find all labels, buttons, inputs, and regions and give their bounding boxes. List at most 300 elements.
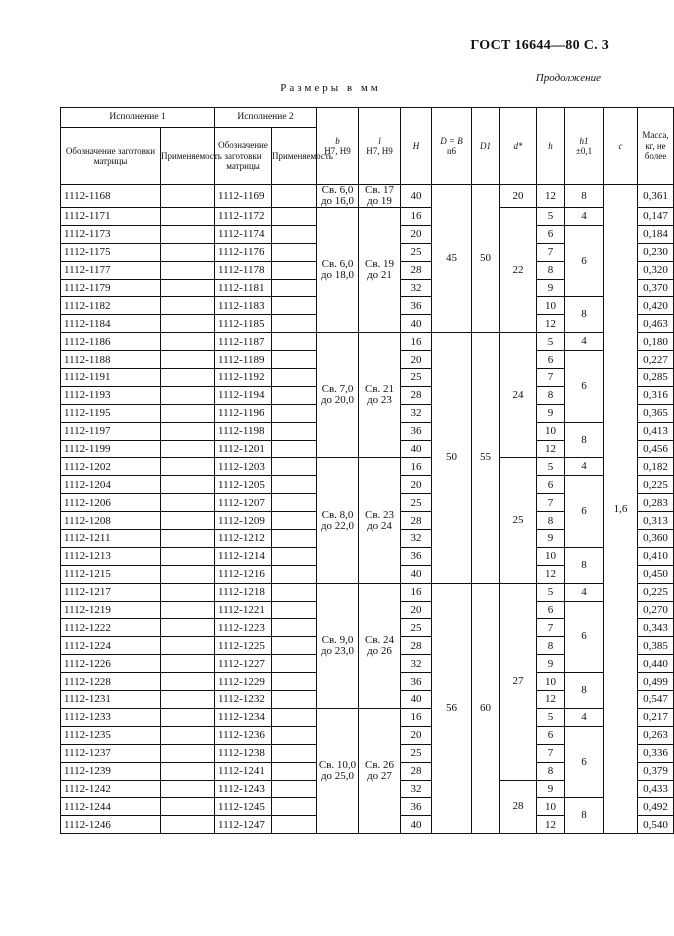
mass-cell: 0,540 xyxy=(638,816,674,834)
H-cell: 40 xyxy=(401,565,432,583)
applicability2-cell xyxy=(272,386,317,404)
b-range-cell xyxy=(317,185,359,208)
applicability2-cell xyxy=(272,261,317,279)
applicability2-cell xyxy=(272,225,317,243)
designation2-cell: 1112-1189 xyxy=(215,351,272,369)
applicability2-cell xyxy=(272,476,317,494)
h-cell: 6 xyxy=(537,476,565,494)
l-to: до 24 xyxy=(367,519,392,532)
designation-cell: 1112-1202 xyxy=(61,458,161,476)
designation2-cell: 1112-1181 xyxy=(215,279,272,297)
l-range-cell xyxy=(359,458,401,583)
h-cell: 6 xyxy=(537,351,565,369)
h1-cell: 8 xyxy=(565,297,604,333)
mass-cell: 0,361 xyxy=(638,185,674,208)
designation2-cell: 1112-1203 xyxy=(215,458,272,476)
b-header: b H7, H9 xyxy=(317,108,359,185)
h-cell: 10 xyxy=(537,547,565,565)
designation2-cell: 1112-1201 xyxy=(215,440,272,458)
h1-cell: 6 xyxy=(565,351,604,423)
applicability2-cell xyxy=(272,494,317,512)
designation2-cell: 1112-1232 xyxy=(215,691,272,709)
designation2-cell: 1112-1169 xyxy=(215,185,272,208)
H-cell: 28 xyxy=(401,637,432,655)
applicability2-cell xyxy=(272,655,317,673)
mass-cell: 0,492 xyxy=(638,798,674,816)
h-cell: 12 xyxy=(537,440,565,458)
l-to: до 27 xyxy=(367,770,392,783)
designation-cell: 1112-1171 xyxy=(61,208,161,226)
H-cell: 25 xyxy=(401,494,432,512)
applicability-cell xyxy=(161,726,215,744)
mass-cell: 0,283 xyxy=(638,494,674,512)
h-cell: 9 xyxy=(537,655,565,673)
continuation-label: Продолжение xyxy=(535,72,601,84)
h1-cell: 8 xyxy=(565,798,604,834)
h1-cell: 8 xyxy=(565,185,604,208)
mass-cell: 0,420 xyxy=(638,297,674,315)
applicability2-cell xyxy=(272,762,317,780)
applicability-cell xyxy=(161,619,215,637)
h1-cell: 4 xyxy=(565,458,604,476)
designation2-cell: 1112-1238 xyxy=(215,744,272,762)
D-cell: 50 xyxy=(432,333,472,583)
designation2-cell: 1112-1172 xyxy=(215,208,272,226)
designation2-cell: 1112-1229 xyxy=(215,673,272,691)
designation2-cell: 1112-1194 xyxy=(215,386,272,404)
D-header: D = B n6 xyxy=(432,108,472,185)
applicability-cell xyxy=(161,565,215,583)
designation2-cell: 1112-1192 xyxy=(215,369,272,387)
applicability-cell xyxy=(161,315,215,333)
H-cell: 36 xyxy=(401,673,432,691)
applicability-header: Применяемость xyxy=(161,128,215,185)
d-cell: 28 xyxy=(500,780,537,834)
table-row xyxy=(61,208,674,226)
designation-cell: 1112-1233 xyxy=(61,708,161,726)
applicability2-cell xyxy=(272,691,317,709)
designation-cell: 1112-1231 xyxy=(61,691,161,709)
h-cell: 9 xyxy=(537,780,565,798)
applicability-cell xyxy=(161,547,215,565)
b-to: до 23,0 xyxy=(320,644,355,657)
h-cell: 9 xyxy=(537,530,565,548)
d-cell: 24 xyxy=(500,333,537,458)
applicability2-cell xyxy=(272,458,317,476)
h-cell: 12 xyxy=(537,565,565,583)
designation-cell: 1112-1177 xyxy=(61,261,161,279)
designation-cell: 1112-1168 xyxy=(61,185,161,208)
units-caption: Размеры в мм xyxy=(280,82,381,94)
designation2-cell: 1112-1176 xyxy=(215,243,272,261)
mass-cell: 0,499 xyxy=(638,673,674,691)
designation2-cell: 1112-1216 xyxy=(215,565,272,583)
applicability-cell xyxy=(161,583,215,601)
mass-cell: 0,225 xyxy=(638,476,674,494)
c-cell: 1,6 xyxy=(604,185,638,834)
mass-cell: 0,184 xyxy=(638,225,674,243)
h-cell: 9 xyxy=(537,404,565,422)
designation2-cell: 1112-1223 xyxy=(215,619,272,637)
H-cell: 20 xyxy=(401,601,432,619)
applicability2-cell xyxy=(272,619,317,637)
applicability2-cell xyxy=(272,601,317,619)
h1-cell: 6 xyxy=(565,476,604,548)
d-cell: 22 xyxy=(500,208,537,333)
H-cell: 16 xyxy=(401,708,432,726)
mass-cell: 0,463 xyxy=(638,315,674,333)
b-from: Св. 7,0 xyxy=(321,383,354,396)
h1-header: h1 ±0,1 xyxy=(565,108,604,185)
H-cell: 40 xyxy=(401,185,432,208)
d-cell: 25 xyxy=(500,458,537,583)
designation-cell: 1112-1226 xyxy=(61,655,161,673)
applicability-cell xyxy=(161,225,215,243)
table-row xyxy=(61,333,674,351)
applicability-cell xyxy=(161,744,215,762)
l-from: Св. 17 xyxy=(364,184,395,196)
applicability2-cell xyxy=(272,816,317,834)
applicability-cell xyxy=(161,494,215,512)
H-header: H xyxy=(401,108,432,185)
designation2-cell: 1112-1236 xyxy=(215,726,272,744)
h-cell: 9 xyxy=(537,279,565,297)
H-cell: 36 xyxy=(401,422,432,440)
applicability-cell xyxy=(161,261,215,279)
mass-cell: 0,147 xyxy=(638,208,674,226)
h-cell: 7 xyxy=(537,494,565,512)
H-cell: 28 xyxy=(401,762,432,780)
l-range-cell xyxy=(359,583,401,708)
h-cell: 10 xyxy=(537,798,565,816)
applicability2-cell xyxy=(272,547,317,565)
b-range-cell xyxy=(317,708,359,833)
designation2-cell: 1112-1183 xyxy=(215,297,272,315)
mass-cell: 0,360 xyxy=(638,530,674,548)
H-cell: 20 xyxy=(401,351,432,369)
mass-cell: 0,365 xyxy=(638,404,674,422)
h-cell: 8 xyxy=(537,512,565,530)
mass-cell: 0,217 xyxy=(638,708,674,726)
designation-cell: 1112-1228 xyxy=(61,673,161,691)
designation-cell: 1112-1179 xyxy=(61,279,161,297)
H-cell: 28 xyxy=(401,512,432,530)
D-cell: 45 xyxy=(432,185,472,333)
applicability-cell xyxy=(161,333,215,351)
l-range-cell xyxy=(359,208,401,333)
mass-cell: 0,379 xyxy=(638,762,674,780)
applicability2-cell xyxy=(272,565,317,583)
h1-cell: 8 xyxy=(565,673,604,709)
designation-cell: 1112-1182 xyxy=(61,297,161,315)
applicability-cell xyxy=(161,369,215,387)
h1-cell: 6 xyxy=(565,225,604,297)
h-cell: 8 xyxy=(537,386,565,404)
dimensions-table xyxy=(60,107,674,834)
h-cell: 12 xyxy=(537,185,565,208)
H-cell: 25 xyxy=(401,744,432,762)
applicability2-cell xyxy=(272,780,317,798)
mass-cell: 0,313 xyxy=(638,512,674,530)
applicability2-cell xyxy=(272,744,317,762)
H-cell: 28 xyxy=(401,261,432,279)
H-cell: 20 xyxy=(401,726,432,744)
designation-cell: 1112-1184 xyxy=(61,315,161,333)
group2-header: Исполнение 2 xyxy=(215,108,317,128)
applicability-cell xyxy=(161,279,215,297)
designation-cell: 1112-1199 xyxy=(61,440,161,458)
mass-cell: 0,370 xyxy=(638,279,674,297)
table-row xyxy=(61,185,674,208)
h-cell: 7 xyxy=(537,243,565,261)
H-cell: 16 xyxy=(401,208,432,226)
D1-header: D1 xyxy=(472,108,500,185)
l-range-cell xyxy=(359,333,401,458)
applicability-cell xyxy=(161,691,215,709)
applicability2-cell xyxy=(272,798,317,816)
page-header: ГОСТ 16644—80 С. 3 xyxy=(470,38,609,53)
h1-cell: 4 xyxy=(565,583,604,601)
h-cell: 12 xyxy=(537,315,565,333)
designation2-cell: 1112-1174 xyxy=(215,225,272,243)
h-cell: 12 xyxy=(537,816,565,834)
designation2-cell: 1112-1209 xyxy=(215,512,272,530)
b-range-cell xyxy=(317,208,359,333)
l-to: до 19 xyxy=(367,195,392,207)
designation-cell: 1112-1237 xyxy=(61,744,161,762)
designation-cell: 1112-1222 xyxy=(61,619,161,637)
designation-cell: 1112-1191 xyxy=(61,369,161,387)
table-row xyxy=(61,458,674,476)
H-cell: 32 xyxy=(401,530,432,548)
applicability2-cell xyxy=(272,708,317,726)
h1-cell: 6 xyxy=(565,726,604,798)
designation-cell: 1112-1197 xyxy=(61,422,161,440)
H-cell: 25 xyxy=(401,243,432,261)
designation-cell: 1112-1244 xyxy=(61,798,161,816)
b-from: Св. 6,0 xyxy=(321,258,354,271)
applicability-cell xyxy=(161,476,215,494)
designation2-cell: 1112-1221 xyxy=(215,601,272,619)
mass-cell: 0,440 xyxy=(638,655,674,673)
d-cell: 20 xyxy=(500,185,537,208)
mass-cell: 0,336 xyxy=(638,744,674,762)
applicability2-cell xyxy=(272,351,317,369)
applicability-cell xyxy=(161,601,215,619)
D1-cell: 60 xyxy=(472,583,500,833)
b-from: Св. 9,0 xyxy=(321,633,354,646)
d-header: d* xyxy=(500,108,537,185)
b-from: Св. 8,0 xyxy=(321,508,354,521)
applicability-cell xyxy=(161,386,215,404)
designation2-cell: 1112-1196 xyxy=(215,404,272,422)
h-cell: 6 xyxy=(537,601,565,619)
applicability2-cell xyxy=(272,243,317,261)
applicability2-cell xyxy=(272,422,317,440)
designation-cell: 1112-1224 xyxy=(61,637,161,655)
h-cell: 8 xyxy=(537,637,565,655)
designation2-cell: 1112-1187 xyxy=(215,333,272,351)
designation-cell: 1112-1211 xyxy=(61,530,161,548)
mass-cell: 0,230 xyxy=(638,243,674,261)
D1-cell: 50 xyxy=(472,185,500,333)
h-cell: 5 xyxy=(537,458,565,476)
applicability2-cell xyxy=(272,440,317,458)
designation-cell: 1112-1206 xyxy=(61,494,161,512)
applicability-cell xyxy=(161,422,215,440)
H-cell: 25 xyxy=(401,369,432,387)
mass-cell: 0,225 xyxy=(638,583,674,601)
h-cell: 10 xyxy=(537,422,565,440)
designation2-cell: 1112-1225 xyxy=(215,637,272,655)
applicability2-cell xyxy=(272,637,317,655)
b-to: до 20,0 xyxy=(320,394,355,407)
mass-cell: 0,285 xyxy=(638,369,674,387)
group1-header: Исполнение 1 xyxy=(61,108,215,128)
l-to: до 23 xyxy=(367,394,392,407)
mass-cell: 0,385 xyxy=(638,637,674,655)
designation-cell: 1112-1235 xyxy=(61,726,161,744)
H-cell: 16 xyxy=(401,333,432,351)
designation2-cell: 1112-1241 xyxy=(215,762,272,780)
h-cell: 6 xyxy=(537,726,565,744)
designation2-cell: 1112-1185 xyxy=(215,315,272,333)
h1-cell: 4 xyxy=(565,333,604,351)
designation-cell: 1112-1213 xyxy=(61,547,161,565)
mass-cell: 0,320 xyxy=(638,261,674,279)
h-header: h xyxy=(537,108,565,185)
designation-cell: 1112-1239 xyxy=(61,762,161,780)
h1-cell: 6 xyxy=(565,601,604,673)
h-cell: 12 xyxy=(537,691,565,709)
designation2-cell: 1112-1227 xyxy=(215,655,272,673)
H-cell: 16 xyxy=(401,583,432,601)
mass-cell: 0,316 xyxy=(638,386,674,404)
applicability-cell xyxy=(161,512,215,530)
designation-cell: 1112-1193 xyxy=(61,386,161,404)
applicability-cell xyxy=(161,297,215,315)
l-range-cell xyxy=(359,185,401,208)
designation-cell: 1112-1215 xyxy=(61,565,161,583)
applicability2-cell xyxy=(272,404,317,422)
applicability-cell xyxy=(161,208,215,226)
H-cell: 36 xyxy=(401,297,432,315)
applicability2-cell xyxy=(272,530,317,548)
H-cell: 40 xyxy=(401,691,432,709)
designation-cell: 1112-1186 xyxy=(61,333,161,351)
H-cell: 20 xyxy=(401,476,432,494)
applicability2-cell xyxy=(272,369,317,387)
mass-cell: 0,182 xyxy=(638,458,674,476)
b-from: Св. 6,0 xyxy=(321,184,354,196)
applicability-cell xyxy=(161,530,215,548)
applicability-cell xyxy=(161,243,215,261)
designation-cell: 1112-1204 xyxy=(61,476,161,494)
b-from: Св. 10,0 xyxy=(318,759,357,772)
applicability2-cell xyxy=(272,208,317,226)
designation2-cell: 1112-1243 xyxy=(215,780,272,798)
applicability-cell xyxy=(161,655,215,673)
applicability2-cell xyxy=(272,279,317,297)
H-cell: 32 xyxy=(401,780,432,798)
h-cell: 5 xyxy=(537,708,565,726)
d-cell: 27 xyxy=(500,583,537,780)
h-cell: 6 xyxy=(537,225,565,243)
H-cell: 36 xyxy=(401,547,432,565)
c-header: c xyxy=(604,108,638,185)
h1-cell: 4 xyxy=(565,208,604,226)
table-row xyxy=(61,708,674,726)
h1-cell: 4 xyxy=(565,708,604,726)
b-range-cell xyxy=(317,458,359,583)
mass-cell: 0,270 xyxy=(638,601,674,619)
designation-cell: 1112-1217 xyxy=(61,583,161,601)
l-to: до 26 xyxy=(367,644,392,657)
H-cell: 32 xyxy=(401,404,432,422)
designation2-cell: 1112-1214 xyxy=(215,547,272,565)
designation2-cell: 1112-1212 xyxy=(215,530,272,548)
applicability-cell xyxy=(161,708,215,726)
b-range-cell xyxy=(317,333,359,458)
designation-cell: 1112-1175 xyxy=(61,243,161,261)
applicability2-cell xyxy=(272,673,317,691)
h1-cell: 8 xyxy=(565,547,604,583)
H-cell: 40 xyxy=(401,816,432,834)
H-cell: 40 xyxy=(401,440,432,458)
l-to: до 21 xyxy=(367,269,392,282)
mass-cell: 0,547 xyxy=(638,691,674,709)
H-cell: 32 xyxy=(401,279,432,297)
h1-cell: 8 xyxy=(565,422,604,458)
l-from: Св. 23 xyxy=(364,508,395,521)
applicability2-cell xyxy=(272,512,317,530)
applicability-cell xyxy=(161,673,215,691)
applicability-cell xyxy=(161,440,215,458)
designation-cell: 1112-1242 xyxy=(61,780,161,798)
H-cell: 32 xyxy=(401,655,432,673)
applicability-cell xyxy=(161,458,215,476)
H-cell: 20 xyxy=(401,225,432,243)
h-cell: 5 xyxy=(537,333,565,351)
b-range-cell xyxy=(317,583,359,708)
h-cell: 10 xyxy=(537,297,565,315)
designation2-cell: 1112-1245 xyxy=(215,798,272,816)
applicability2-header: Применяемость xyxy=(272,128,317,185)
designation-cell: 1112-1208 xyxy=(61,512,161,530)
designation2-cell: 1112-1207 xyxy=(215,494,272,512)
designation-cell: 1112-1173 xyxy=(61,225,161,243)
mass-cell: 0,433 xyxy=(638,780,674,798)
b-to: до 18,0 xyxy=(320,269,355,282)
D1-cell: 55 xyxy=(472,333,500,583)
H-cell: 40 xyxy=(401,315,432,333)
designation-cell: 1112-1195 xyxy=(61,404,161,422)
h-cell: 8 xyxy=(537,261,565,279)
designation2-cell: 1112-1178 xyxy=(215,261,272,279)
h-cell: 7 xyxy=(537,619,565,637)
h-cell: 5 xyxy=(537,583,565,601)
designation2-cell: 1112-1205 xyxy=(215,476,272,494)
H-cell: 28 xyxy=(401,386,432,404)
mass-cell: 0,413 xyxy=(638,422,674,440)
designation-header: Обозначение заготовки матрицы xyxy=(61,128,161,185)
table-row xyxy=(61,583,674,601)
h-cell: 10 xyxy=(537,673,565,691)
H-cell: 25 xyxy=(401,619,432,637)
mass-cell: 0,263 xyxy=(638,726,674,744)
b-to: до 25,0 xyxy=(320,770,355,783)
designation-cell: 1112-1188 xyxy=(61,351,161,369)
